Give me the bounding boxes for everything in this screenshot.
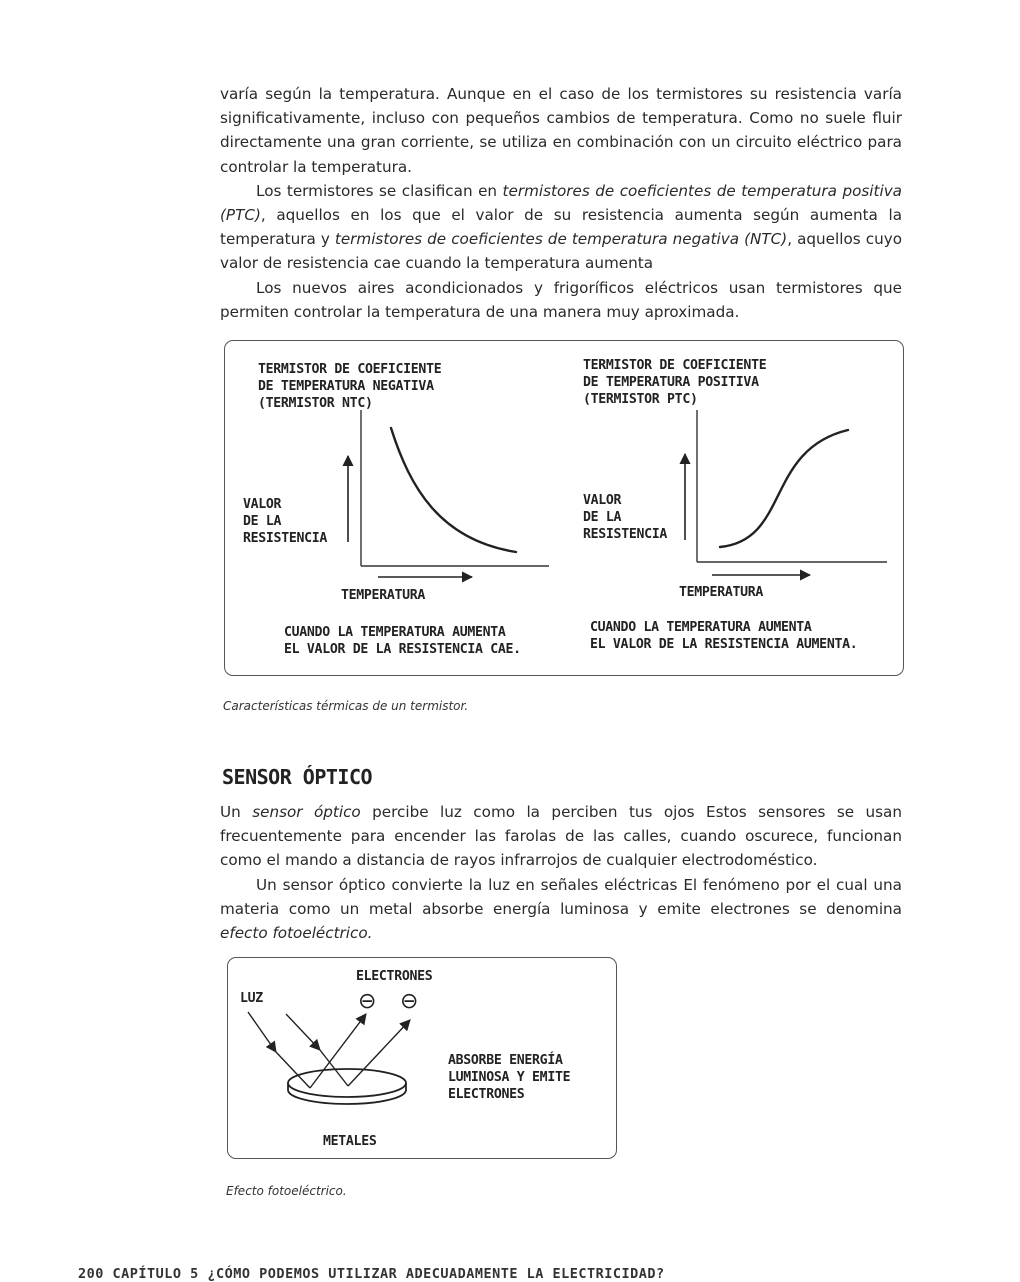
page-footer: 200 CAPÍTULO 5 ¿CÓMO PODEMOS UTILIZAR ADECUADAMENTE LA ELECTRICIDAD? xyxy=(78,1266,665,1282)
ntc-xlabel: TEMPERATURA xyxy=(341,588,426,603)
metal-label: METALES xyxy=(323,1134,377,1149)
ntc-ylabel: VALOR DE LA RESISTENCIA xyxy=(243,497,328,546)
light-label: LUZ xyxy=(240,991,263,1006)
paragraph-1: varía según la temperatura. Aunque en el caso de los termistores su resistencia varía significativamente, incluso con pequeños cambios de temperatura. Como no suele fluir directamente una gran corriente, se utiliza en combinación con un circuito eléctrico para controlar la temperatura. xyxy=(220,85,902,176)
absorb-label: ABSORBE ENERGÍA LUMINOSA Y EMITE ELECTRONES xyxy=(448,1053,571,1102)
photoelectric-caption: Efecto fotoeléctrico. xyxy=(226,1184,347,1198)
thermistor-caption: Características térmicas de un termistor. xyxy=(223,699,469,713)
electron-icon-1: ⊖ xyxy=(358,989,377,1014)
paragraph-5: Un sensor óptico convierte la luz en señales eléctricas El fenómeno por el cual una materia como un metal absorbe energía luminosa y emite electrones se denomina efecto fotoeléctrico. xyxy=(220,875,902,943)
electron-icon-2: ⊖ xyxy=(400,989,419,1014)
ptc-ylabel: VALOR DE LA RESISTENCIA xyxy=(583,493,668,542)
ntc-title: TERMISTOR DE COEFICIENTE DE TEMPERATURA NEGATIVA (TERMISTOR NTC) xyxy=(258,362,442,411)
ptc-title: TERMISTOR DE COEFICIENTE DE TEMPERATURA POSITIVA (TERMISTOR PTC) xyxy=(583,358,767,407)
section-heading: SENSOR ÓPTICO xyxy=(222,765,373,789)
paragraph-3: Los nuevos aires acondicionados y frigoríficos eléctricos usan termistores que permiten controlar la temperatura de una manera muy aproximada. xyxy=(220,278,902,321)
ptc-note: CUANDO LA TEMPERATURA AUMENTA EL VALOR DE LA RESISTENCIA AUMENTA. xyxy=(590,620,858,652)
paragraph-2: Los termistores se clasifican en termistores de coeficientes de temperatura positiva (PTC), aquellos en los que el valor de su resistencia aumenta según aumenta la temperatura y termistores de coeficientes de temperatura negativa (NTC), aquellos cuyo valor de resistencia cae cuando la temperatura aumenta xyxy=(220,181,902,273)
ntc-note: CUANDO LA TEMPERATURA AUMENTA EL VALOR DE LA RESISTENCIA CAE. xyxy=(284,625,521,657)
metal-plate xyxy=(288,1069,406,1104)
ptc-xlabel: TEMPERATURA xyxy=(679,585,764,600)
electrons-label: ELECTRONES xyxy=(356,969,433,984)
paragraph-4: Un sensor óptico percibe luz como la perciben tus ojos Estos sensores se usan frecuentemente para encender las farolas de las calles, cuando oscurece, funcionan como el mando a distancia de rayos infrarrojos de cualquier electrodoméstico. xyxy=(220,803,902,870)
